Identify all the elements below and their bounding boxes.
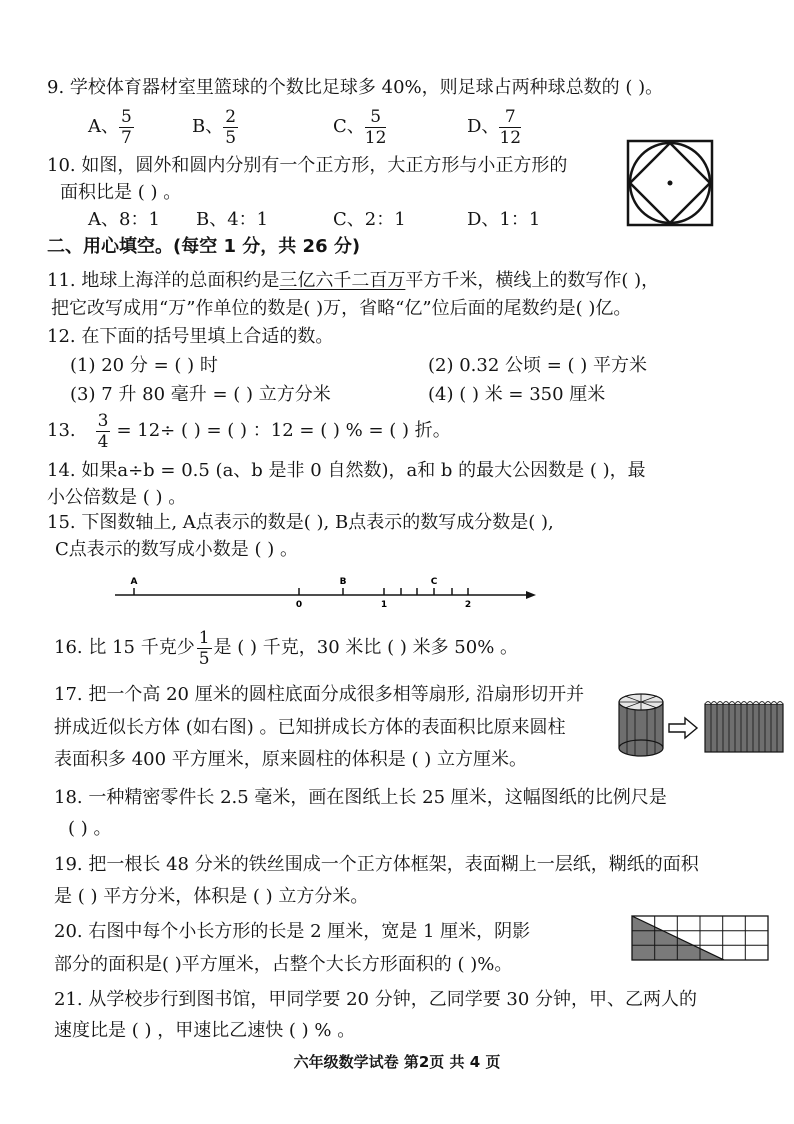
q17-cylinder-to-cuboid-figure [617,690,787,760]
q13-line: 13. $\frac{3}{4}$ = 12÷ ( ) = ( ) ：12 = ( ) % = ( ) 折。 [47,410,451,452]
q18-line2: ( ) 。 [68,818,112,839]
q14-line1: 14. 如果a÷b = 0.5 (a、b 是非 0 自然数)，a和 b 的最大公因数是 ( )，最 [47,460,646,481]
q21-line1: 21. 从学校步行到图书馆，甲同学要 20 分钟，乙同学要 30 分钟，甲、乙两人的 [54,989,698,1010]
q10-square-circle-figure [627,140,713,226]
q20-shaded-grid-figure [630,914,770,962]
q10-option-a: A、8：1 [88,209,160,230]
q12-item-3: (3) 7 升 80 毫升 = ( ) 立方分米 [70,384,331,405]
q15-line1: 15. 下图数轴上, A点表示的数是( ), B点表示的数写成分数是( ), [47,512,554,533]
q14-line2: 小公倍数是 ( ) 。 [47,487,187,508]
q21-line2: 速度比是 ( ) ，甲速比乙速快 ( ) % 。 [54,1020,356,1041]
q9-option-c: C、 $\frac{5}{12}$ [333,106,387,148]
q20-line1: 20. 右图中每个小长方形的长是 2 厘米，宽是 1 厘米，阴影 [54,921,531,942]
q15-number-line [110,570,540,610]
q15-point-label-b: B [339,577,347,587]
q17-line3: 表面积多 400 平方厘米，原来圆柱的体积是 ( ) 立方厘米。 [54,749,528,770]
page-footer: 六年级数学试卷 第2页 共 4 页 [293,1053,501,1071]
q10-option-b: B、4：1 [196,209,269,230]
q12-item-2: (2) 0.32 公顷 = ( ) 平方米 [428,355,648,376]
q15-point-label-c: C [430,577,438,587]
q19-line2: 是 ( ) 平方分米，体积是 ( ) 立方分米。 [54,886,369,907]
q9-option-b: B、 $\frac{2}{5}$ [192,106,237,148]
q10-option-c: C、2：1 [333,209,406,230]
q9-option-a: A、 $\frac{5}{7}$ [88,106,132,148]
q10-line1: 10. 如图，圆外和圆内分别有一个正方形，大正方形与小正方形的 [47,155,568,176]
q15-line2: C点表示的数写成小数是 ( ) 。 [55,539,298,560]
q15-tick-label-0: 0 [295,600,303,610]
q16-line: 16. 比 15 千克少 $\frac{1}{5}$ 是 ( ) 千克，30 米比 ( ) 米多 50% 。 [54,627,519,669]
q12-item-4: (4) ( ) 米 = 350 厘米 [428,384,606,405]
q9-option-d: D、 $\frac{7}{12}$ [467,106,522,148]
q10-option-d: D、1：1 [467,209,541,230]
q20-line2: 部分的面积是( )平方厘米，占整个大长方形面积的 ( )%。 [54,954,513,975]
section-2-title: 二、用心填空。(每空 1 分，共 26 分) [47,236,361,257]
q15-point-label-a: A [130,577,138,587]
q11-line2: 把它改写成用“万”作单位的数是( )万，省略“亿”位后面的尾数约是( )亿。 [51,298,632,319]
q15-tick-label-1: 1 [380,600,388,610]
q11-line1: 11. 地球上海洋的总面积约是三亿六千二百万平方千米，横线上的数写作( )， [47,270,660,291]
q18-line1: 18. 一种精密零件长 2.5 毫米，画在图纸上长 25 厘米，这幅图纸的比例尺是 [54,787,667,808]
q17-line2: 拼成近似长方体 (如右图) 。已知拼成长方体的表面积比原来圆柱 [54,717,566,738]
q12-item-1: (1) 20 分 = ( ) 时 [70,355,218,376]
q19-line1: 19. 把一根长 48 分米的铁丝围成一个正方体框架，表面糊上一层纸，糊纸的面积 [54,854,699,875]
q15-tick-label-2: 2 [464,600,472,610]
q12-title: 12. 在下面的括号里填上合适的数。 [47,326,334,347]
q9-text: 9. 学校体育器材室里篮球的个数比足球多 40%，则足球占两种球总数的 ( )。 [47,77,664,98]
q17-line1: 17. 把一个高 20 厘米的圆柱底面分成很多相等扇形, 沿扇形切开并 [54,684,585,705]
q10-line2: 面积比是 ( ) 。 [60,182,182,203]
q11-underlined-number: 三亿六千二百万 [279,270,406,291]
